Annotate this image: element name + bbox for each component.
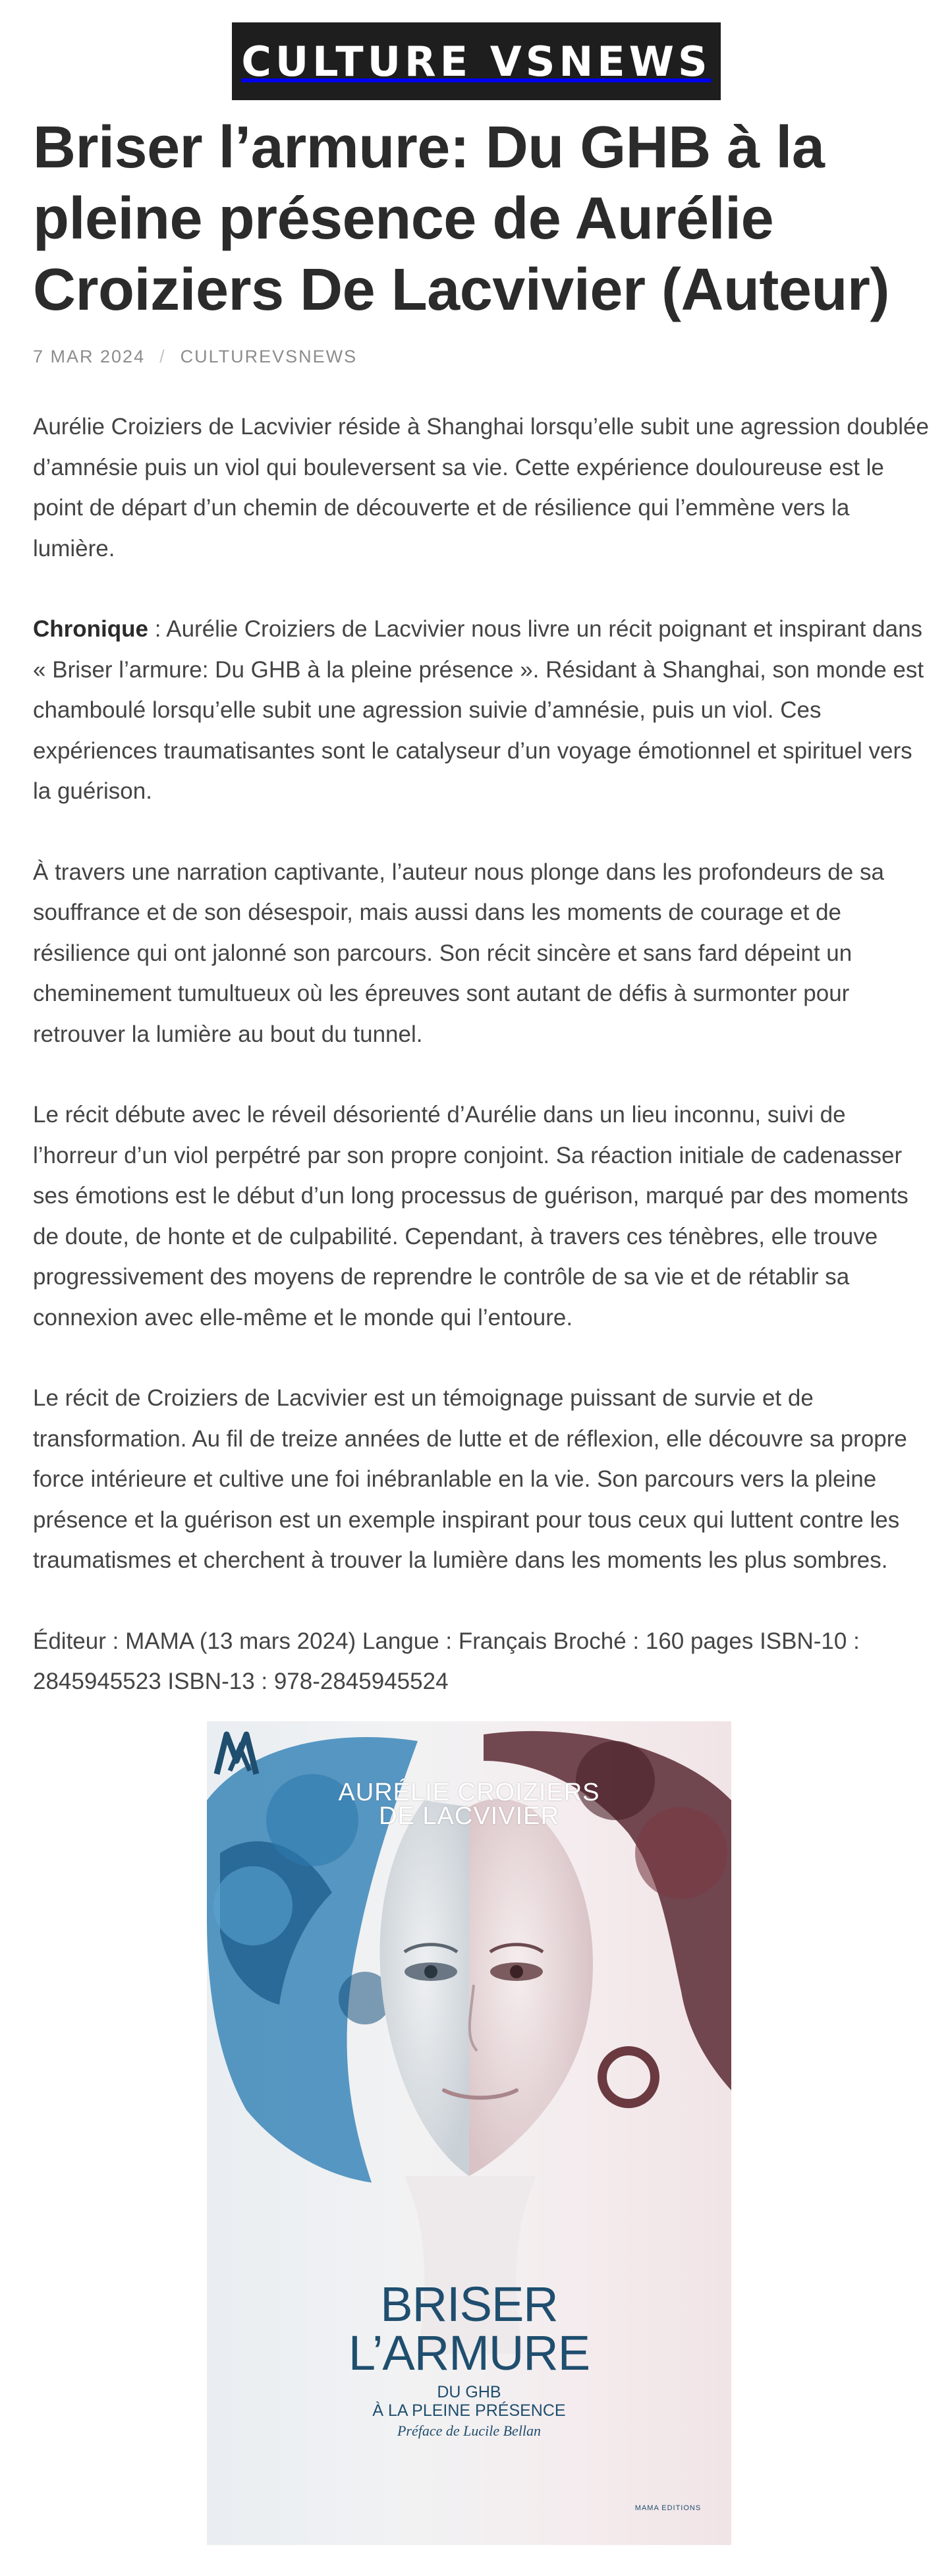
chronique-text: : Aurélie Croiziers de Lacvivier nous livre un récit poignant et inspirant dans « Briser l’armure: Du GHB à la pleine présence ». Résidant à Shanghai, son monde est chamboulé lorsqu’elle subit une agression suivie d’amnésie, puis un viol. Ces expériences traumatisantes sont le catalyseur d’un voyage émotionnel et spirituel vers la guérison. bbox=[33, 616, 924, 804]
article-meta bbox=[33, 347, 929, 367]
cover-subtitle-line-1: DU GHB bbox=[437, 2383, 501, 2401]
article-title: Briser l’armure: Du GHB à la pleine présence de Aurélie Croiziers De Lacvivier (Auteur) bbox=[33, 115, 889, 323]
article-date-link[interactable]: 7 MAR 2024 bbox=[33, 347, 146, 366]
book-details: Éditeur : MAMA (13 mars 2024) Langue : Français Broché : 160 pages ISBN-10 : 2845945523 ISBN-13 : 978-2845945524 bbox=[33, 1628, 860, 1694]
article bbox=[33, 112, 929, 1736]
publisher-logo-icon bbox=[207, 1721, 273, 1787]
cover-subtitle-line-2: À LA PLEINE PRÉSENCE bbox=[372, 2401, 566, 2420]
cover-preface: Préface de Lucile Bellan bbox=[397, 2422, 542, 2439]
cover-portrait-artwork bbox=[207, 1721, 731, 2545]
article-content bbox=[33, 407, 929, 1702]
meta-separator: / bbox=[159, 347, 166, 366]
article-paragraph-4: Le récit débute avec le réveil désorienté d’Aurélie dans un lieu inconnu, suivi de l’horreur d’un viol perpétré par son propre conjoint. Sa réaction initiale de cadenasser ses émotions est le début d’un long processus de guérison, marqué par des moments de doute, de honte et de culpabilité. Cependant, à travers ces ténèbres, elle trouve progressivement des moyens de reprendre le contrôle de sa vie et de rétablir sa connexion avec elle-même et le monde qui l’entoure. bbox=[33, 1102, 908, 1331]
cover-author-line-1: AURÉLIE CROIZIERS bbox=[338, 1779, 600, 1806]
article-intro-paragraph: Aurélie Croiziers de Lacvivier réside à Shanghai lorsqu’elle subit une agression doublée d’amnésie puis un viol qui bouleversent sa vie. Cette expérience douloureuse est le point de départ d’un chemin de découverte et de résilience qui l’emmène vers la lumière. bbox=[33, 414, 929, 561]
cover-author bbox=[207, 1781, 731, 1828]
cover-title-line-2: L’ARMURE bbox=[348, 2326, 590, 2380]
cover-author-line-2: DE LACVIVIER bbox=[379, 1802, 559, 1830]
cover-title-line-1: BRISER bbox=[380, 2277, 558, 2332]
article-paragraph-3: À travers une narration captivante, l’auteur nous plonge dans les profondeurs de sa souffrance et de son désespoir, mais aussi dans les moments de courage et de résilience qui ont jalonné son parcours. Son récit sincère et sans fard dépeint un cheminement tumultueux où les épreuves sont autant de défis à surmonter pour retrouver la lumière au bout du tunnel. bbox=[33, 859, 884, 1047]
site-logo[interactable] bbox=[232, 22, 721, 100]
cover-publisher-name: MAMA EDITIONS bbox=[634, 2504, 702, 2512]
book-cover-image bbox=[207, 1721, 731, 2545]
cover-title bbox=[207, 2277, 731, 2380]
site-logo-text: CULTURE VSNEWS bbox=[241, 37, 712, 86]
article-paragraph-5: Le récit de Croiziers de Lacvivier est un témoignage puissant de survie et de transformation. Au fil de treize années de lutte et de réflexion, elle découvre sa propre force intérieure et cultive une foi inébranlable en la vie. Son parcours vers la pleine présence et la guérison est un exemple inspirant pour tous ceux qui luttent contre les traumatismes et cherchent à trouver la lumière dans les moments les plus sombres. bbox=[33, 1385, 907, 1573]
cover-subtitle bbox=[207, 2383, 731, 2420]
article-author-link[interactable]: CULTUREVSNEWS bbox=[180, 347, 358, 366]
chronique-paragraph bbox=[33, 609, 929, 812]
chronique-label: Chronique bbox=[33, 616, 148, 642]
